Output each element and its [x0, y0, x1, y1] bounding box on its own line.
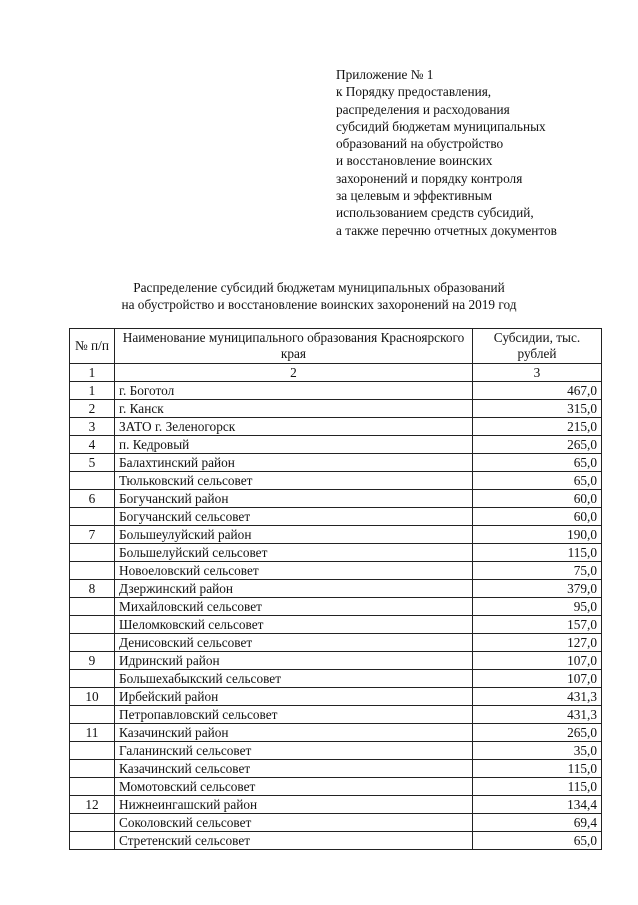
table-row [70, 832, 602, 850]
table-row [70, 796, 602, 814]
table-row [70, 670, 602, 688]
row-amount: 127,0 [473, 634, 602, 652]
row-number [70, 760, 115, 778]
row-amount: 157,0 [473, 616, 602, 634]
row-amount: 75,0 [473, 562, 602, 580]
table-row [70, 580, 602, 598]
row-number [70, 616, 115, 634]
row-number [70, 598, 115, 616]
appendix-line: распределения и расходования [336, 101, 510, 117]
row-number [70, 670, 115, 688]
row-amount: 431,3 [473, 688, 602, 706]
column-number: 3 [473, 364, 602, 382]
row-number [70, 706, 115, 724]
row-name: Нижнеингашский район [115, 796, 473, 814]
row-number: 12 [70, 796, 115, 814]
column-number: 2 [115, 364, 473, 382]
row-name: Соколовский сельсовет [115, 814, 473, 832]
row-amount: 467,0 [473, 382, 602, 400]
row-amount: 69,4 [473, 814, 602, 832]
row-amount: 60,0 [473, 490, 602, 508]
row-number: 2 [70, 400, 115, 418]
table-row [70, 706, 602, 724]
table-row [70, 562, 602, 580]
row-name: Михайловский сельсовет [115, 598, 473, 616]
table-row [70, 688, 602, 706]
row-number: 1 [70, 382, 115, 400]
row-name: Петропавловский сельсовет [115, 706, 473, 724]
row-number: 6 [70, 490, 115, 508]
row-amount: 107,0 [473, 670, 602, 688]
row-name: Большеулуйский район [115, 526, 473, 544]
table-row [70, 724, 602, 742]
row-number [70, 472, 115, 490]
row-amount: 431,3 [473, 706, 602, 724]
row-number: 9 [70, 652, 115, 670]
row-amount: 115,0 [473, 544, 602, 562]
header-amount: Субсидии, тыс. рублей [473, 329, 602, 364]
column-number: 1 [70, 364, 115, 382]
row-name: Денисовский сельсовет [115, 634, 473, 652]
row-name: Большехабыкский сельсовет [115, 670, 473, 688]
row-number [70, 742, 115, 760]
table-row [70, 382, 602, 400]
row-name: Большелуйский сельсовет [115, 544, 473, 562]
row-amount: 215,0 [473, 418, 602, 436]
row-amount: 60,0 [473, 508, 602, 526]
title-line-2: на обустройство и восстановление воинских захоронений на 2019 год [121, 297, 517, 312]
row-name: Стретенский сельсовет [115, 832, 473, 850]
table-row [70, 652, 602, 670]
row-amount: 65,0 [473, 832, 602, 850]
appendix-line: использованием средств субсидий, [336, 205, 534, 221]
appendix-line: Приложение № 1 [336, 67, 434, 82]
row-number [70, 508, 115, 526]
appendix-line: а также перечню отчетных документов [336, 222, 557, 238]
row-name: Балахтинский район [115, 454, 473, 472]
title-line-1: Распределение субсидий бюджетам муниципальных образований [133, 280, 505, 295]
appendix-line: захоронений и порядку контроля [336, 170, 523, 186]
column-numbers-row [70, 364, 602, 382]
row-name: Богучанский сельсовет [115, 508, 473, 526]
row-amount: 134,4 [473, 796, 602, 814]
table-row [70, 616, 602, 634]
row-number [70, 562, 115, 580]
row-name: Новоеловский сельсовет [115, 562, 473, 580]
header-num: № п/п [70, 329, 115, 364]
row-amount: 379,0 [473, 580, 602, 598]
row-name: Богучанский район [115, 490, 473, 508]
table-row [70, 400, 602, 418]
row-amount: 265,0 [473, 436, 602, 454]
row-amount: 107,0 [473, 652, 602, 670]
table-header-row [70, 329, 602, 364]
table-row [70, 634, 602, 652]
table-row [70, 760, 602, 778]
row-amount: 265,0 [473, 724, 602, 742]
table-row [70, 490, 602, 508]
row-number [70, 778, 115, 796]
table-row [70, 526, 602, 544]
table-row [70, 436, 602, 454]
row-name: п. Кедровый [115, 436, 473, 454]
row-number: 3 [70, 418, 115, 436]
row-number: 10 [70, 688, 115, 706]
row-name: Казачинский сельсовет [115, 760, 473, 778]
row-amount: 95,0 [473, 598, 602, 616]
row-number: 8 [70, 580, 115, 598]
row-name: Ирбейский район [115, 688, 473, 706]
row-number: 4 [70, 436, 115, 454]
row-amount: 115,0 [473, 778, 602, 796]
table-row [70, 544, 602, 562]
appendix-line: и восстановление воинских [336, 153, 493, 169]
row-name: Идринский район [115, 652, 473, 670]
row-name: Дзержинский район [115, 580, 473, 598]
appendix-reference [336, 66, 626, 239]
header-name: Наименование муниципального образования Красноярского края [115, 329, 473, 364]
row-number: 11 [70, 724, 115, 742]
appendix-line: за целевым и эффективным [336, 188, 493, 204]
row-name: г. Боготол [115, 382, 473, 400]
row-amount: 315,0 [473, 400, 602, 418]
table-row [70, 598, 602, 616]
row-amount: 190,0 [473, 526, 602, 544]
row-number: 7 [70, 526, 115, 544]
row-name: г. Канск [115, 400, 473, 418]
row-amount: 35,0 [473, 742, 602, 760]
row-number [70, 634, 115, 652]
subsidy-table [69, 328, 602, 850]
table-row [70, 508, 602, 526]
appendix-line: к Порядку предоставления, [336, 84, 492, 100]
row-name: Галанинский сельсовет [115, 742, 473, 760]
row-name: ЗАТО г. Зеленогорск [115, 418, 473, 436]
table-row [70, 472, 602, 490]
table-row [70, 454, 602, 472]
document-title [0, 279, 638, 313]
row-name: Казачинский район [115, 724, 473, 742]
row-number [70, 832, 115, 850]
row-amount: 115,0 [473, 760, 602, 778]
table-row [70, 778, 602, 796]
appendix-line: образований на обустройство [336, 136, 504, 152]
table-row [70, 418, 602, 436]
table-row [70, 742, 602, 760]
row-number: 5 [70, 454, 115, 472]
appendix-line: субсидий бюджетам муниципальных [336, 118, 546, 134]
row-amount: 65,0 [473, 472, 602, 490]
row-amount: 65,0 [473, 454, 602, 472]
row-name: Момотовский сельсовет [115, 778, 473, 796]
row-number [70, 544, 115, 562]
row-name: Тюльковский сельсовет [115, 472, 473, 490]
row-number [70, 814, 115, 832]
row-name: Шеломковский сельсовет [115, 616, 473, 634]
table-row [70, 814, 602, 832]
